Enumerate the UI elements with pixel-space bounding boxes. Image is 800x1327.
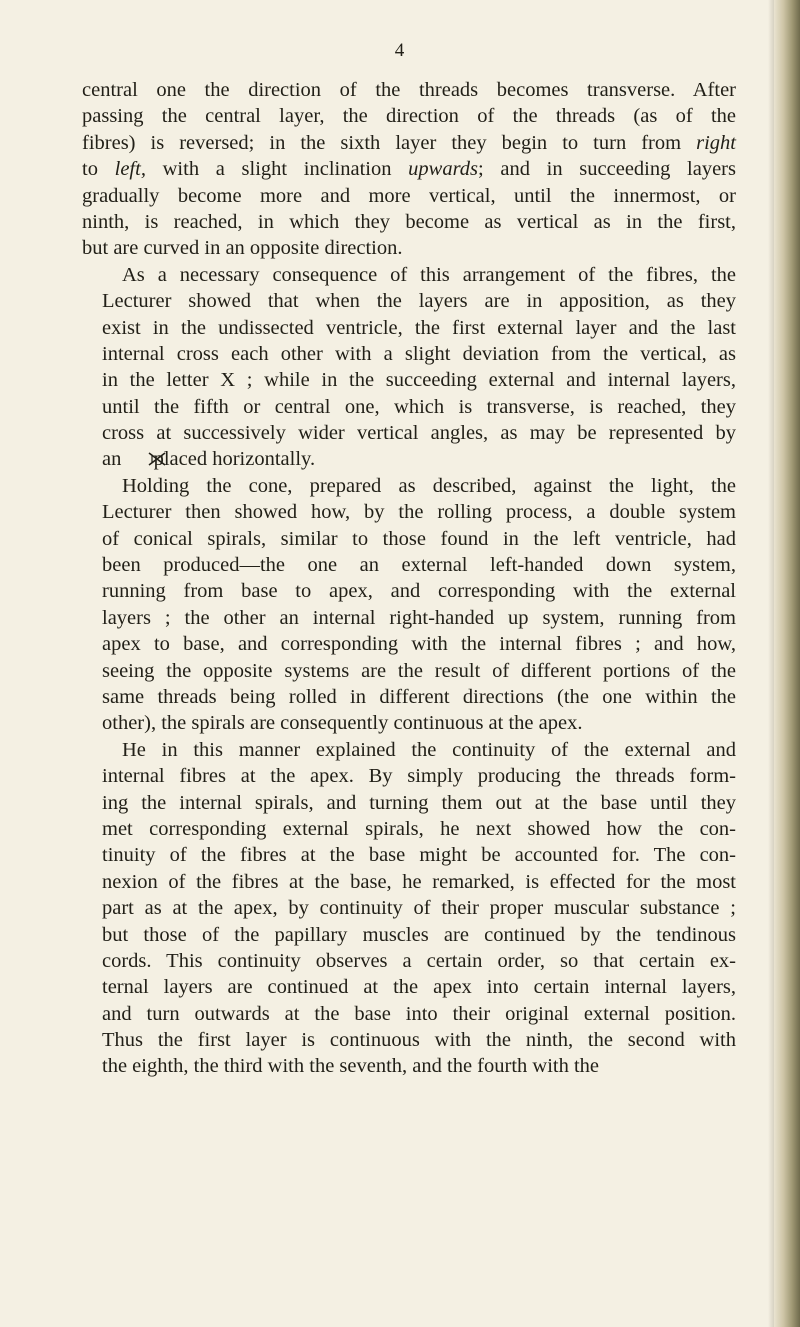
text-line bbox=[82, 446, 736, 472]
text-segment: exist in the undissected ventricle, the first external layer and the last bbox=[102, 316, 736, 339]
text-segment: part as at the apex, by continuity of their proper muscular substance ; bbox=[102, 897, 736, 920]
text-line bbox=[82, 315, 736, 341]
text-segment: As a necessary consequence of this arrangement of the fibres, the bbox=[122, 263, 736, 286]
text-segment: ing the internal spirals, and turning them out at the base until they bbox=[102, 791, 736, 814]
text-line bbox=[82, 130, 736, 156]
text-segment: layers ; the other an internal right-handed up system, running from bbox=[102, 606, 736, 629]
text-line bbox=[82, 209, 736, 235]
text-line bbox=[82, 420, 736, 446]
text-segment: until the fifth or central one, which is transverse, is reached, they bbox=[102, 395, 736, 418]
text-line bbox=[82, 869, 736, 895]
text-segment: He in this manner explained the continuity of the external and bbox=[122, 738, 736, 761]
text-segment: to bbox=[82, 158, 115, 181]
text-segment: passing the central layer, the direction of the threads (as of the bbox=[82, 105, 736, 128]
text-line bbox=[82, 499, 736, 525]
text-line bbox=[82, 895, 736, 921]
text-line bbox=[82, 156, 736, 182]
text-segment: internal cross each other with a slight deviation from the vertical, as bbox=[102, 342, 736, 365]
italic-text: left, bbox=[114, 158, 146, 181]
text-line bbox=[82, 235, 736, 261]
text-segment: central one the direction of the threads becomes transverse. After bbox=[82, 79, 736, 101]
text-segment: seeing the opposite systems are the result of different portions of the bbox=[102, 659, 736, 682]
cross-glyph-icon bbox=[128, 447, 146, 461]
text-segment: other), the spirals are consequently continuous at the apex. bbox=[102, 712, 583, 735]
text-line bbox=[82, 473, 736, 499]
text-segment: but are curved in an opposite direction. bbox=[82, 237, 403, 260]
paragraph bbox=[82, 473, 736, 737]
text-line bbox=[82, 684, 736, 710]
text-segment: gradually become more and more vertical, until the innermost, or bbox=[82, 184, 736, 207]
paragraph bbox=[82, 77, 736, 262]
text-segment: tinuity of the fibres at the base might be accounted for. The con- bbox=[102, 844, 736, 867]
text-segment: the eighth, the third with the seventh, and the fourth with the bbox=[102, 1055, 600, 1078]
text-segment: of conical spirals, similar to those found in the left ventricle, had bbox=[102, 527, 736, 550]
text-segment: Lecturer then showed how, by the rolling process, a double system bbox=[102, 501, 736, 524]
text-line bbox=[82, 552, 736, 578]
text-line bbox=[82, 262, 736, 288]
text-segment: internal fibres at the apex. By simply producing the threads form- bbox=[102, 765, 736, 788]
text-line bbox=[82, 526, 736, 552]
body-text bbox=[82, 77, 736, 1080]
page-edge bbox=[774, 0, 800, 1327]
text-line bbox=[82, 77, 736, 103]
text-line bbox=[82, 710, 736, 736]
text-segment: apex to base, and corresponding with the internal fibres ; and how, bbox=[102, 633, 736, 656]
text-line bbox=[82, 790, 736, 816]
text-line bbox=[82, 183, 736, 209]
text-line bbox=[82, 1001, 736, 1027]
text-line bbox=[82, 922, 736, 948]
text-segment: ; and in succeeding layers bbox=[478, 158, 736, 181]
text-segment: Holding the cone, prepared as described, against the light, the bbox=[122, 474, 736, 497]
text-line bbox=[82, 816, 736, 842]
text-segment: fibres) is reversed; in the sixth layer they begin to turn from bbox=[82, 131, 697, 154]
text-segment: Thus the first layer is continuous with the ninth, the second with bbox=[102, 1029, 736, 1052]
text-segment: been produced—the one an external left-handed down system, bbox=[102, 554, 736, 577]
text-line bbox=[82, 1053, 736, 1079]
text-line bbox=[82, 578, 736, 604]
text-segment: nexion of the fibres at the base, he remarked, is effected for the most bbox=[102, 870, 736, 893]
text-segment: an bbox=[102, 448, 127, 471]
text-line bbox=[82, 367, 736, 393]
text-segment: but those of the papillary muscles are continued by the tendinous bbox=[102, 923, 736, 946]
text-segment: same threads being rolled in different directions (the one within the bbox=[102, 685, 736, 708]
page-number: 4 bbox=[394, 40, 406, 61]
text-segment: Lecturer showed that when the layers are in apposition, as they bbox=[102, 290, 736, 313]
text-line bbox=[82, 288, 736, 314]
text-segment: and turn outwards at the base into their original external position. bbox=[102, 1002, 736, 1025]
text-segment: running from base to apex, and corresponding with the external bbox=[102, 580, 736, 603]
italic-text: upwards bbox=[408, 158, 479, 181]
italic-text: right bbox=[696, 131, 736, 154]
paragraph bbox=[82, 262, 736, 473]
text-line bbox=[82, 974, 736, 1000]
text-segment: cross at successively wider vertical angles, as may be represented by bbox=[102, 422, 736, 445]
text-line bbox=[82, 341, 736, 367]
text-line bbox=[82, 658, 736, 684]
text-line bbox=[82, 948, 736, 974]
text-line bbox=[82, 1027, 736, 1053]
text-segment: with a slight inclination bbox=[145, 158, 409, 181]
text-segment: placed horizontally. bbox=[148, 448, 316, 471]
text-line bbox=[82, 605, 736, 631]
text-segment: ternal layers are continued at the apex into certain internal layers, bbox=[102, 976, 736, 999]
text-line bbox=[82, 394, 736, 420]
text-segment: in the letter X ; while in the succeeding external and internal layers, bbox=[102, 369, 736, 392]
text-line bbox=[82, 737, 736, 763]
text-segment: ninth, is reached, in which they become as vertical as in the first, bbox=[82, 210, 736, 233]
text-line bbox=[82, 631, 736, 657]
paragraph bbox=[82, 737, 736, 1080]
text-line bbox=[82, 842, 736, 868]
text-line bbox=[82, 763, 736, 789]
text-segment: met corresponding external spirals, he next showed how the con- bbox=[102, 817, 736, 840]
text-line bbox=[82, 103, 736, 129]
text-segment: cords. This continuity observes a certain order, so that certain ex- bbox=[102, 949, 736, 972]
